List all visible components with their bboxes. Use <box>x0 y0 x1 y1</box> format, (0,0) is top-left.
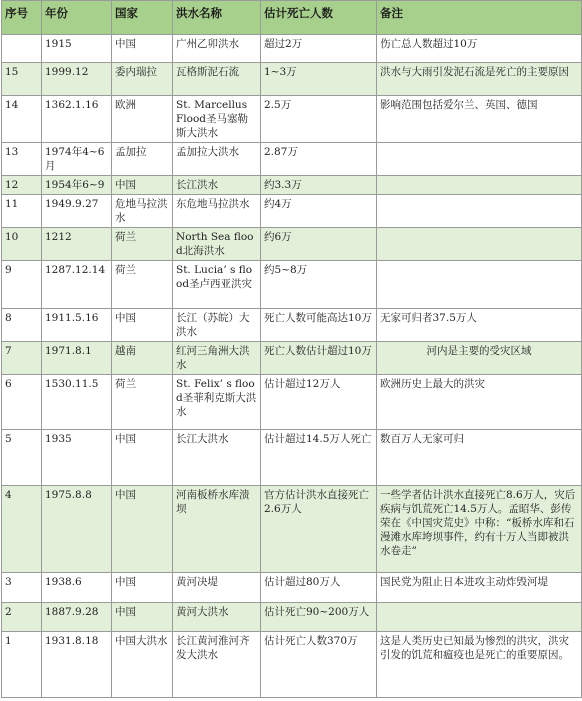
cell-note <box>377 261 582 309</box>
table-row <box>2 96 582 143</box>
cell-deaths: 死亡人数估计超过10万 <box>261 342 377 375</box>
cell-no: 1 <box>2 632 42 698</box>
cell-flood-name: 河南板桥水库溃坝 <box>173 486 261 573</box>
cell-year: 1974年4~6月 <box>42 143 112 176</box>
cell-no: 11 <box>2 195 42 228</box>
cell-no: 2 <box>2 603 42 632</box>
cell-flood-name: 黄河大洪水 <box>173 603 261 632</box>
cell-country: 中国 <box>112 603 173 632</box>
cell-deaths: 约6万 <box>261 228 377 261</box>
cell-country: 荷兰 <box>112 261 173 309</box>
cell-country: 中国 <box>112 573 173 603</box>
cell-deaths: 约5~8万 <box>261 261 377 309</box>
cell-note: 河内是主要的受灾区域 <box>377 342 582 375</box>
cell-deaths: 2.87万 <box>261 143 377 176</box>
cell-year: 1911.5.16 <box>42 309 112 342</box>
cell-country: 中国 <box>112 486 173 573</box>
cell-country: 中国 <box>112 430 173 486</box>
header-deaths: 估计死亡人数 <box>261 1 377 35</box>
cell-country: 越南 <box>112 342 173 375</box>
cell-no: 7 <box>2 342 42 375</box>
table-row <box>2 176 582 195</box>
cell-no: 4 <box>2 486 42 573</box>
cell-flood-name: 长江洪水 <box>173 176 261 195</box>
cell-deaths: 约3.3万 <box>261 176 377 195</box>
table-row <box>2 603 582 632</box>
cell-country: 中国 <box>112 35 173 63</box>
header-row <box>2 1 582 35</box>
table-row <box>2 143 582 176</box>
cell-no: 5 <box>2 430 42 486</box>
cell-no: 8 <box>2 309 42 342</box>
cell-flood-name: St. Felix’ s flood圣菲利克斯大洪水 <box>173 375 261 430</box>
cell-flood-name: 广州乙卯洪水 <box>173 35 261 63</box>
cell-country: 孟加拉 <box>112 143 173 176</box>
cell-flood-name: 红河三角洲大洪水 <box>173 342 261 375</box>
table-row <box>2 573 582 603</box>
cell-note: 国民党为阻止日本进攻主动炸毁河堤 <box>377 573 582 603</box>
cell-deaths: 1~3万 <box>261 63 377 96</box>
cell-country: 委内瑞拉 <box>112 63 173 96</box>
cell-country: 荷兰 <box>112 228 173 261</box>
cell-flood-name: 长江黄河淮河齐发大洪水 <box>173 632 261 698</box>
cell-note <box>377 176 582 195</box>
table-row <box>2 35 582 63</box>
cell-deaths: 约4万 <box>261 195 377 228</box>
cell-flood-name: 长江大洪水 <box>173 430 261 486</box>
cell-note <box>377 603 582 632</box>
cell-deaths: 估计死亡人数370万 <box>261 632 377 698</box>
cell-country: 荷兰 <box>112 375 173 430</box>
cell-year: 1938.6 <box>42 573 112 603</box>
cell-year: 1362.1.16 <box>42 96 112 143</box>
cell-note: 数百万人无家可归 <box>377 430 582 486</box>
cell-year: 1954年6~9 <box>42 176 112 195</box>
cell-country: 危地马拉洪水 <box>112 195 173 228</box>
cell-no: 6 <box>2 375 42 430</box>
table-row <box>2 195 582 228</box>
header-note: 备注 <box>377 1 582 35</box>
cell-year: 1212 <box>42 228 112 261</box>
cell-year: 1887.9.28 <box>42 603 112 632</box>
table-row <box>2 486 582 573</box>
cell-no: 14 <box>2 96 42 143</box>
cell-year: 1530.11.5 <box>42 375 112 430</box>
cell-year: 1999.12 <box>42 63 112 96</box>
cell-note: 无家可归者37.5万人 <box>377 309 582 342</box>
cell-flood-name: St. Marcellus Flood圣马塞勒斯大洪水 <box>173 96 261 143</box>
header-flood-name: 洪水名称 <box>173 1 261 35</box>
cell-deaths: 死亡人数可能高达10万 <box>261 309 377 342</box>
cell-year: 1915 <box>42 35 112 63</box>
table-row <box>2 430 582 486</box>
table-row <box>2 375 582 430</box>
table-row <box>2 342 582 375</box>
header-no: 序号 <box>2 1 42 35</box>
cell-year: 1971.8.1 <box>42 342 112 375</box>
cell-deaths: 估计超过80万人 <box>261 573 377 603</box>
cell-note <box>377 195 582 228</box>
cell-note: 洪水与大雨引发泥石流是死亡的主要原因 <box>377 63 582 96</box>
cell-note: 欧洲历史上最大的洪灾 <box>377 375 582 430</box>
table-row <box>2 632 582 698</box>
cell-no: 9 <box>2 261 42 309</box>
cell-flood-name: North Sea flood北海洪水 <box>173 228 261 261</box>
cell-note: 一些学者估计洪水直接死亡8.6万人，灾后疾病与饥荒死亡14.5万人。孟昭华、彭传荣在《中国灾荒史》中称：“板桥水库和石漫滩水库垮坝事件，约有十万人当即被洪水卷走” <box>377 486 582 573</box>
cell-flood-name: 长江（苏皖）大洪水 <box>173 309 261 342</box>
table-row <box>2 228 582 261</box>
table-row <box>2 309 582 342</box>
cell-country: 中国大洪水 <box>112 632 173 698</box>
cell-year: 1935 <box>42 430 112 486</box>
cell-deaths: 估计死亡90~200万人 <box>261 603 377 632</box>
table-row <box>2 63 582 96</box>
cell-deaths: 估计超过12万人 <box>261 375 377 430</box>
cell-flood-name: 东危地马拉洪水 <box>173 195 261 228</box>
cell-country: 中国 <box>112 176 173 195</box>
cell-deaths: 2.5万 <box>261 96 377 143</box>
cell-flood-name: 黄河决堤 <box>173 573 261 603</box>
cell-note: 这是人类历史已知最为惨烈的洪灾，洪灾引发的饥荒和瘟疫也是死亡的重要原因。 <box>377 632 582 698</box>
cell-deaths: 官方估计洪水直接死亡2.6万人 <box>261 486 377 573</box>
cell-no <box>2 35 42 63</box>
cell-year: 1949.9.27 <box>42 195 112 228</box>
cell-no: 3 <box>2 573 42 603</box>
cell-year: 1975.8.8 <box>42 486 112 573</box>
cell-note <box>377 228 582 261</box>
table-row <box>2 261 582 309</box>
cell-deaths: 超过2万 <box>261 35 377 63</box>
cell-no: 10 <box>2 228 42 261</box>
cell-flood-name: 孟加拉大洪水 <box>173 143 261 176</box>
cell-flood-name: 瓦格斯泥石流 <box>173 63 261 96</box>
cell-no: 13 <box>2 143 42 176</box>
cell-note <box>377 143 582 176</box>
cell-year: 1287.12.14 <box>42 261 112 309</box>
cell-deaths: 估计超过14.5万人死亡 <box>261 430 377 486</box>
cell-note: 伤亡总人数超过10万 <box>377 35 582 63</box>
header-year: 年份 <box>42 1 112 35</box>
cell-year: 1931.8.18 <box>42 632 112 698</box>
flood-deaths-table <box>1 0 582 698</box>
cell-country: 中国 <box>112 309 173 342</box>
cell-note: 影响范围包括爱尔兰、英国、德国 <box>377 96 582 143</box>
cell-no: 15 <box>2 63 42 96</box>
cell-no: 12 <box>2 176 42 195</box>
cell-flood-name: St. Lucia’ s flood圣卢西亚洪灾 <box>173 261 261 309</box>
cell-country: 欧洲 <box>112 96 173 143</box>
header-country: 国家 <box>112 1 173 35</box>
